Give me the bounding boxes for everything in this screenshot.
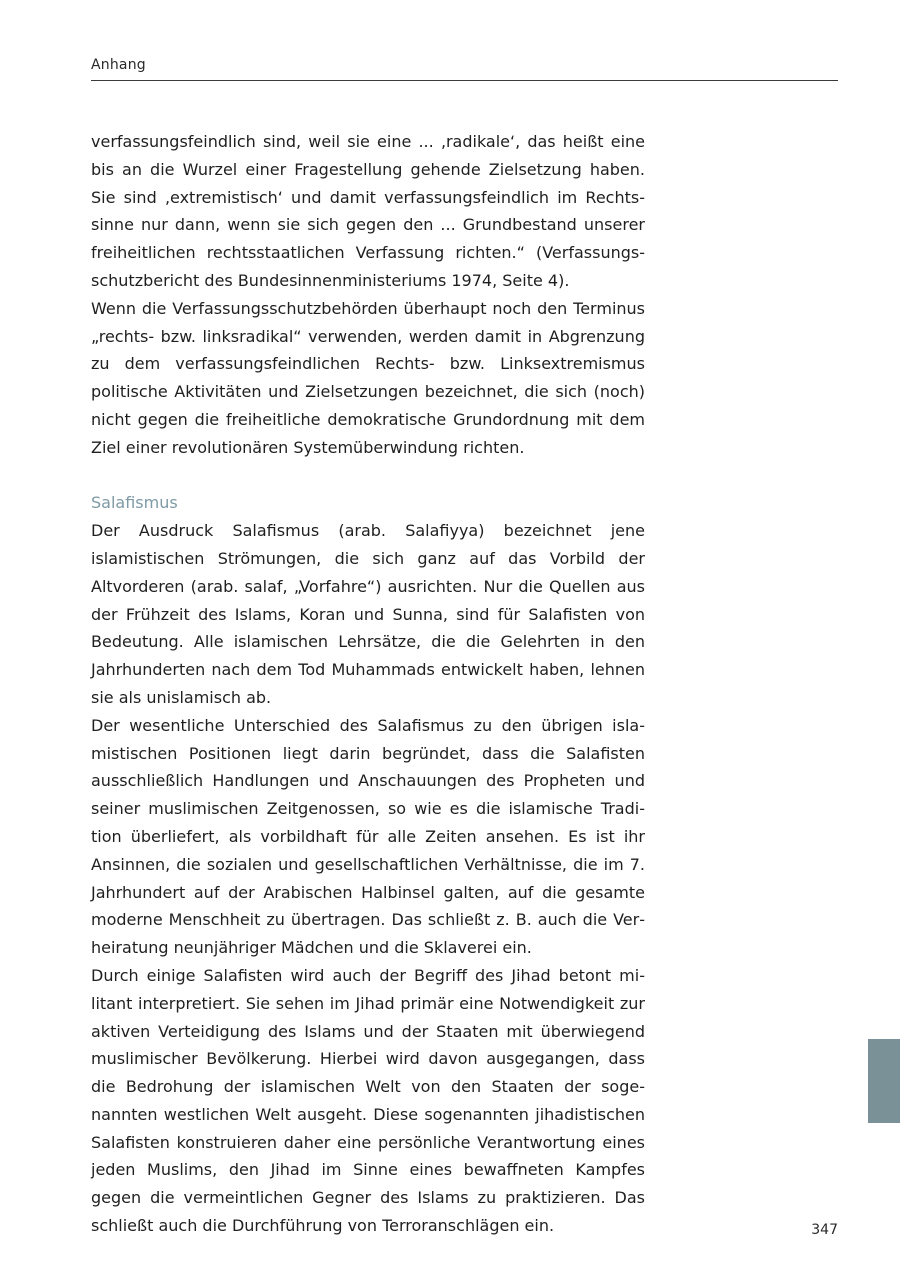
paragraph-salafismus-definition: Der Ausdruck Salafismus (arab. Salafiyya) bezeichnet jene islamistischen Strömungen, die sich ganz auf das Vorbild der Altvorderen (arab. salaf, „Vorfahre“) ausrichten. Nur die Quellen aus der Frühzeit des Islams, Koran und Sunna, sind für Salafisten von Bedeutung. Alle islamischen Lehrsätze, die die Gelehrten in den Jahrhunderten nach dem Tod Muhammads entwickelt haben, lehnen sie als unislamisch ab. [91,521,645,707]
page-body [91,128,645,1240]
paragraph-salafismus-difference: Der wesentliche Unterschied des Salafismus zu den übrigen islamistischen Positionen liegt darin begründet, dass die Salafisten ausschließlich Handlungen und Anschauungen des Propheten und seiner muslimischen Zeitgenossen, so wie es die islamische Tradition überliefert, als vorbildhaft für alle Zeiten ansehen. Es ist ihr Ansinnen, die sozialen und gesellschaftlichen Verhältnisse, die im 7. Jahrhundert auf der Arabischen Halbinsel galten, auf die gesamte moderne Menschheit zu übertragen. Das schließt z. B. auch die Verheiratung neunjähriger Mädchen und die Sklaverei ein. [91,715,645,958]
paragraph-jihad: Durch einige Salafisten wird auch der Begriff des Jihad betont militant interpretiert. Sie sehen im Jihad primär eine Notwendigkeit zur aktiven Verteidigung des Islams und der Staaten mit überwiegend muslimischer Bevölkerung. Hierbei wird davon ausgegangen, dass die Bedrohung der islamischen Welt von den Staaten der sogenannten westlichen Welt ausgeht. Diese sogenannten jihadistischen Salafisten konstruieren daher eine persönliche Verantwortung eines jeden Muslims, den Jihad im Sinne eines bewaffneten Kampfes gegen die vermeintlichen Gegner des Islams zu praktizieren. Das schließt auch die Durchführung von Terroranschlägen ein. [91,965,645,1236]
page-number: 347 [811,1222,838,1238]
chapter-thumb-tab [868,1039,900,1123]
paragraph-radikal-term: Wenn die Verfassungsschutzbehörden überhaupt noch den Terminus „rechts- bzw. linksradikal“ verwenden, werden damit in Abgrenzung zu dem verfassungsfeindlichen Rechts- bzw. Linksextremismus politische Aktivitäten und Zielsetzungen bezeichnet, die sich (noch) nicht gegen die freiheitliche demokratische Grundordnung mit dem Ziel einer revolutionären Systemüberwindung richten. [91,298,645,457]
section-heading-salafismus: Salafismus [91,493,178,513]
header-rule [91,80,838,81]
paragraph-continuation: verfassungsfeindlich sind, weil sie eine ... ‚radikale‘, das heißt eine bis an die Wurzel einer Fragestellung gehende Zielsetzung haben. Sie sind ‚extremistisch‘ und damit verfassungsfeindlich im Rechtssinne nur dann, wenn sie sich gegen den ... Grundbestand unserer freiheitlichen rechtsstaatlichen Verfassung richten.“ (Verfassungsschutzbericht des Bundesinnenministeriums 1974, Seite 4). [91,132,645,290]
running-header: Anhang [91,57,146,73]
